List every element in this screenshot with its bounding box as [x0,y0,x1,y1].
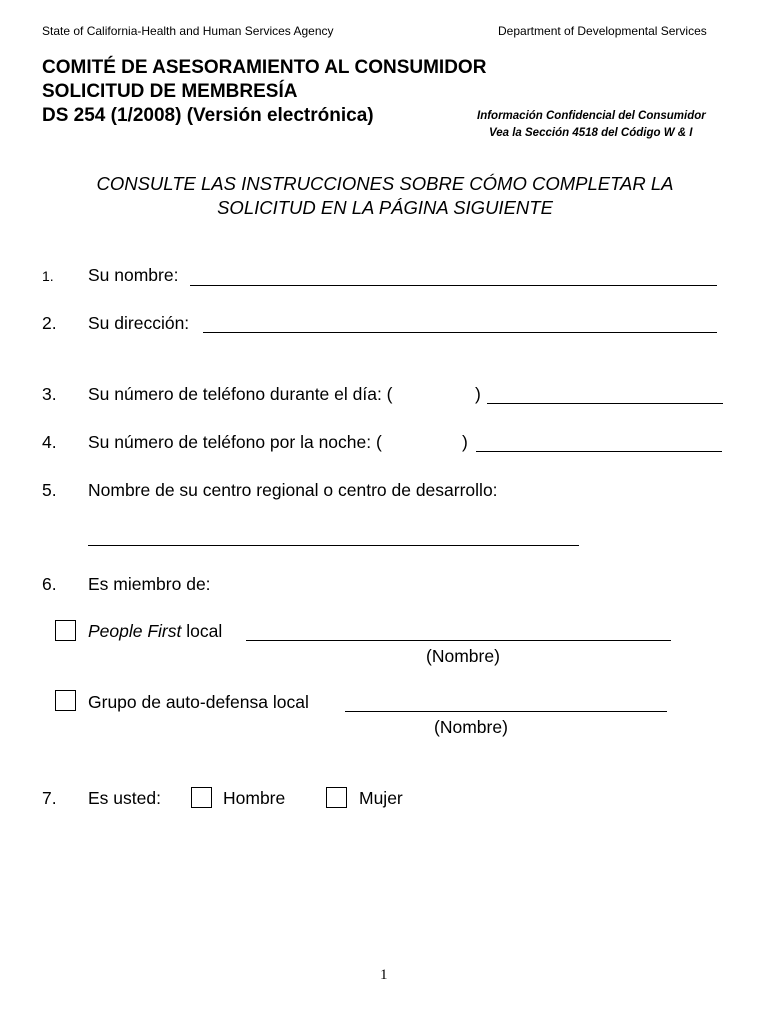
people-first-label [88,621,222,642]
form-number: DS 254 (1/2008) (Versión electrónica) [42,105,374,126]
instructions-line1: CONSULTE LAS INSTRUCCIONES SOBRE CÓMO COMPLETAR LA [96,173,674,194]
form-title-line2: SOLICITUD DE MEMBRESÍA [42,81,298,102]
membership-label: Es miembro de: [88,574,211,594]
question-number-4: 4. [42,432,57,452]
people-first-italic: People First [88,621,182,641]
question-number-3: 3. [42,384,57,404]
department-name: Department of Developmental Services [498,24,707,38]
female-label: Mujer [359,788,403,808]
night-phone-label: Su número de teléfono por la noche: ( [88,432,382,452]
address-label: Su dirección: [88,313,190,333]
agency-name: State of California-Health and Human Services Agency [42,24,334,38]
question-number-6: 6. [42,574,57,594]
regional-center-field[interactable] [88,545,579,546]
name-field[interactable] [190,285,717,286]
female-checkbox[interactable] [326,787,347,808]
people-first-checkbox[interactable] [55,620,76,641]
male-checkbox[interactable] [191,787,212,808]
question-number-2: 2. [42,313,57,333]
night-phone-field[interactable] [476,451,722,452]
self-advocacy-checkbox[interactable] [55,690,76,711]
male-label: Hombre [223,788,286,808]
name-label: Su nombre: [88,265,179,285]
self-advocacy-label: Grupo de auto-defensa local [88,692,309,712]
page-number: 1 [380,967,388,983]
people-first-name-caption: (Nombre) [426,646,500,666]
self-advocacy-name-caption: (Nombre) [434,717,508,737]
day-phone-field[interactable] [487,403,723,404]
regional-center-label: Nombre de su centro regional o centro de desarrollo: [88,480,498,500]
confidential-notice: Información Confidencial del Consumidor [477,110,706,122]
form-title-line1: COMITÉ DE ASESORAMIENTO AL CONSUMIDOR [42,57,487,78]
code-reference: Vea la Sección 4518 del Código W & I [489,127,693,139]
address-field[interactable] [203,332,717,333]
instructions-line2: SOLICITUD EN LA PÁGINA SIGUIENTE [217,197,553,218]
question-number-1: 1. [42,268,54,284]
self-advocacy-name-field[interactable] [345,711,667,712]
night-phone-close-paren: ) [462,432,468,452]
question-number-7: 7. [42,788,57,808]
people-first-name-field[interactable] [246,640,671,641]
gender-label: Es usted: [88,788,161,808]
day-phone-close-paren: ) [475,384,481,404]
people-first-local: local [181,621,223,641]
question-number-5: 5. [42,480,57,500]
day-phone-label: Su número de teléfono durante el día: ( [88,384,393,404]
